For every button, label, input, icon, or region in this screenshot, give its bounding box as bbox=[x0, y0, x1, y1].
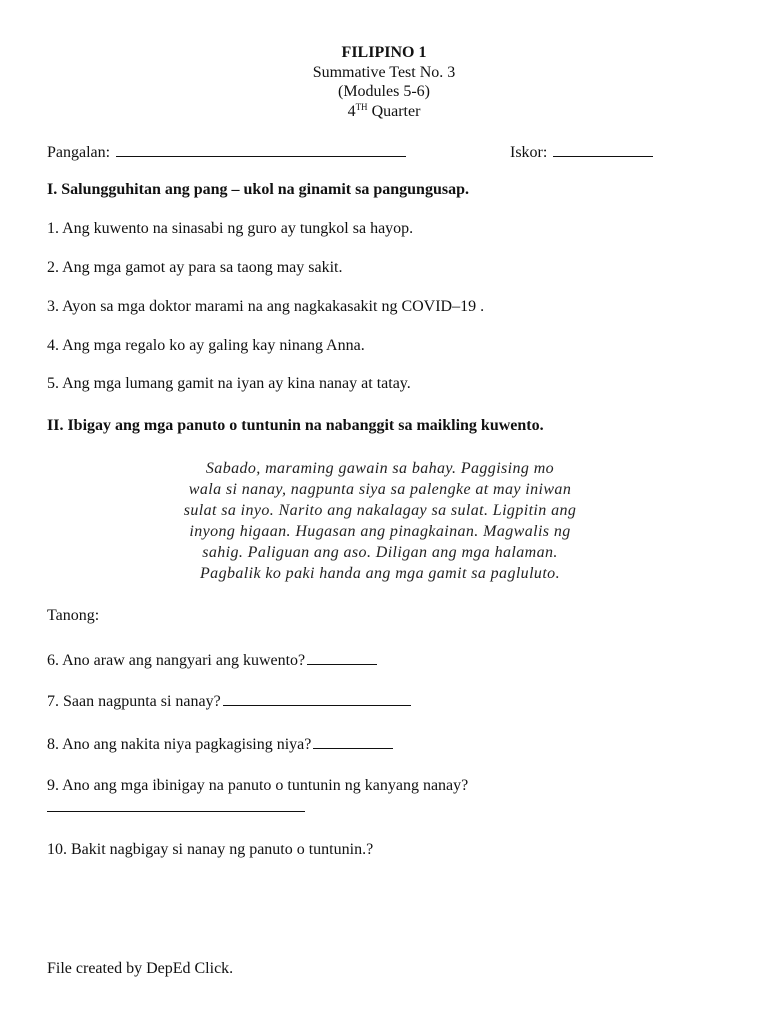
subject-title: FILIPINO 1 bbox=[341, 44, 427, 61]
story-passage bbox=[160, 458, 600, 584]
quarter-number: 4 bbox=[347, 102, 356, 120]
name-label: Pangalan: bbox=[47, 144, 111, 161]
question-text: 7. Saan nagpunta si nanay? bbox=[47, 693, 221, 710]
sentence-item: 2. Ang mga gamot ay para sa taong may sakit. bbox=[47, 259, 343, 276]
answer-blank[interactable] bbox=[223, 691, 411, 706]
name-blank[interactable] bbox=[116, 142, 406, 157]
quarter-word: Quarter bbox=[371, 102, 421, 120]
quarter-line bbox=[0, 102, 768, 122]
sentence-item: 3. Ayon sa mga doktor marami na ang nagkakasakit ng COVID–19 . bbox=[47, 298, 485, 315]
passage-line: Pagbalik ko paki handa ang mga gamit sa pagluluto. bbox=[200, 565, 560, 582]
passage-line: wala si nanay, nagpunta siya sa palengke at may iniwan bbox=[188, 481, 572, 498]
question-item bbox=[47, 650, 377, 671]
modules-line: (Modules 5-6) bbox=[338, 83, 430, 100]
answer-blank[interactable] bbox=[307, 650, 377, 665]
passage-line: sulat sa inyo. Narito ang nakalagay sa sulat. Ligpitin ang bbox=[183, 502, 577, 519]
question-text: 6. Ano araw ang nangyari ang kuwento? bbox=[47, 652, 306, 669]
question-text: 8. Ano ang nakita niya pagkagising niya? bbox=[47, 736, 312, 753]
sentence-item: 4. Ang mga regalo ko ay galing kay ninang Anna. bbox=[47, 337, 365, 354]
question-item bbox=[47, 734, 393, 755]
document-header bbox=[0, 43, 768, 121]
question-item: 9. Ano ang mga ibinigay na panuto o tuntunin ng kanyang nanay? bbox=[47, 777, 469, 794]
test-title: Summative Test No. 3 bbox=[312, 63, 456, 81]
section-2-heading: II. Ibigay ang mga panuto o tuntunin na nabanggit sa maikling kuwento. bbox=[47, 417, 544, 434]
passage-line: Sabado, maraming gawain sa bahay. Paggising mo bbox=[205, 460, 555, 477]
score-field bbox=[510, 142, 653, 163]
score-label: Iskor: bbox=[510, 144, 548, 161]
question-item: 10. Bakit nagbigay si nanay ng panuto o tuntunin.? bbox=[47, 841, 374, 858]
passage-line: inyong higaan. Hugasan ang pinagkainan. Magwalis ng bbox=[189, 523, 571, 540]
answer-blank[interactable] bbox=[313, 734, 393, 749]
quarter-suffix: TH bbox=[355, 101, 368, 112]
sentence-item: 1. Ang kuwento na sinasabi ng guro ay tungkol sa hayop. bbox=[47, 220, 414, 237]
footer-credit: File created by DepEd Click. bbox=[47, 960, 234, 977]
section-1-heading: I. Salungguhitan ang pang – ukol na ginamit sa pangungusap. bbox=[47, 181, 469, 198]
name-field bbox=[47, 142, 406, 163]
score-blank[interactable] bbox=[553, 142, 653, 157]
question-label: Tanong: bbox=[47, 607, 100, 624]
question-9-answer-line bbox=[47, 797, 305, 818]
passage-line: sahig. Paliguan ang aso. Diligan ang mga halaman. bbox=[202, 544, 558, 561]
question-item bbox=[47, 691, 411, 712]
sentence-item: 5. Ang mga lumang gamit na iyan ay kina nanay at tatay. bbox=[47, 375, 411, 392]
answer-blank[interactable] bbox=[47, 797, 305, 812]
